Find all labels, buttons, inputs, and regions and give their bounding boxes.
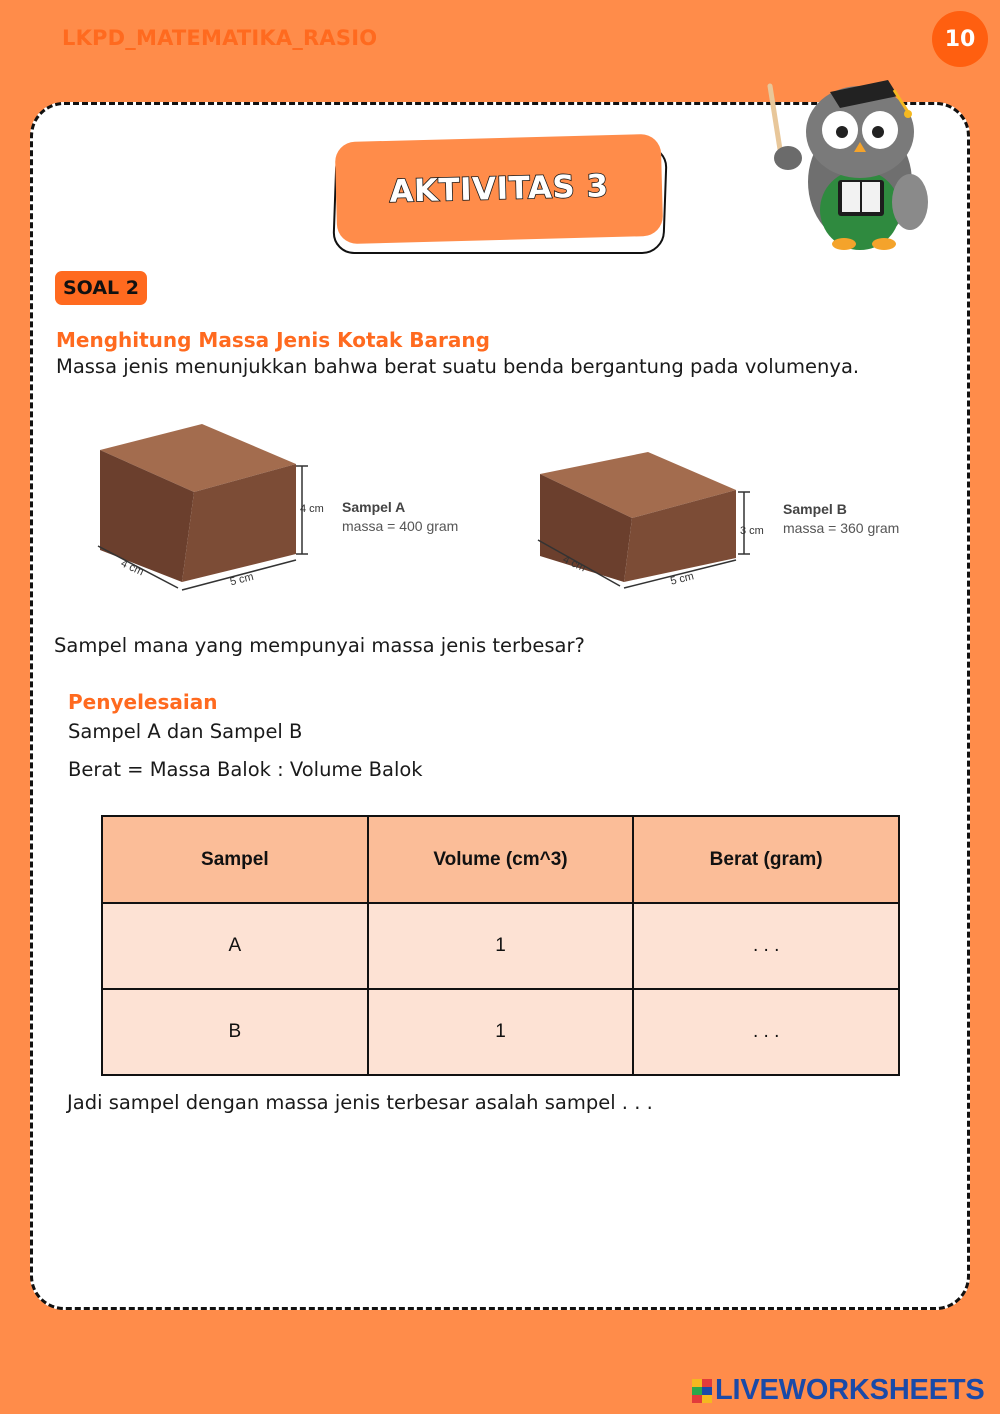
solution-line-2: Berat = Massa Balok : Volume Balok	[68, 758, 423, 781]
sample-b-name: Sampel B	[783, 501, 847, 517]
result-table	[101, 815, 900, 1076]
sample-a-depth: 4 cm	[118, 557, 146, 579]
liveworksheets-brand: LIVEWORKSHEETS	[715, 1374, 985, 1406]
sample-a-mass: massa = 400 gram	[342, 518, 459, 534]
table-row	[102, 989, 899, 1075]
banner-front	[335, 134, 664, 244]
section-heading: Menghitung Massa Jenis Kotak Barang	[56, 328, 490, 352]
sample-a-height: 4 cm	[300, 503, 324, 515]
solution-line-1: Sampel A dan Sampel B	[68, 720, 303, 743]
section-description: Massa jenis menunjukkan bahwa berat suatu benda bergantung pada volumenya.	[56, 355, 860, 378]
question-text: Sampel mana yang mempunyai massa jenis terbesar?	[54, 634, 585, 657]
cell-volume: 1	[368, 903, 634, 989]
liveworksheets-logo-icon	[692, 1379, 712, 1403]
conclusion-text: Jadi sampel dengan massa jenis terbesar asalah sampel . . .	[67, 1091, 653, 1114]
header-berat: Berat (gram)	[633, 816, 899, 903]
cell-sampel: B	[102, 989, 368, 1075]
page-number-badge: 10	[932, 11, 988, 67]
cell-berat-input[interactable]: . . .	[633, 903, 899, 989]
sample-b-mass: massa = 360 gram	[783, 520, 900, 536]
document-header-title: LKPD_MATEMATIKA_RASIO	[62, 26, 378, 50]
liveworksheets-logo	[692, 1374, 985, 1407]
sample-b-figure	[532, 448, 952, 598]
solution-heading: Penyelesaian	[68, 690, 218, 714]
cell-volume: 1	[368, 989, 634, 1075]
banner-title: AKTIVITAS 3	[388, 168, 609, 210]
sample-a-width: 5 cm	[228, 570, 255, 589]
header-volume: Volume (cm^3)	[368, 816, 634, 903]
sample-a-name: Sampel A	[342, 499, 406, 515]
sample-a-figure	[90, 420, 510, 600]
sample-b-depth: 4 cm	[560, 553, 588, 575]
table-header-row	[102, 816, 899, 903]
activity-banner	[330, 138, 670, 253]
owl-mascot-icon	[760, 62, 930, 262]
header-sampel: Sampel	[102, 816, 368, 903]
cell-berat-input[interactable]: . . .	[633, 989, 899, 1075]
soal-badge: SOAL 2	[55, 271, 147, 305]
cell-sampel: A	[102, 903, 368, 989]
sample-b-height: 3 cm	[740, 525, 764, 537]
table-row	[102, 903, 899, 989]
sample-b-width: 5 cm	[669, 570, 696, 588]
